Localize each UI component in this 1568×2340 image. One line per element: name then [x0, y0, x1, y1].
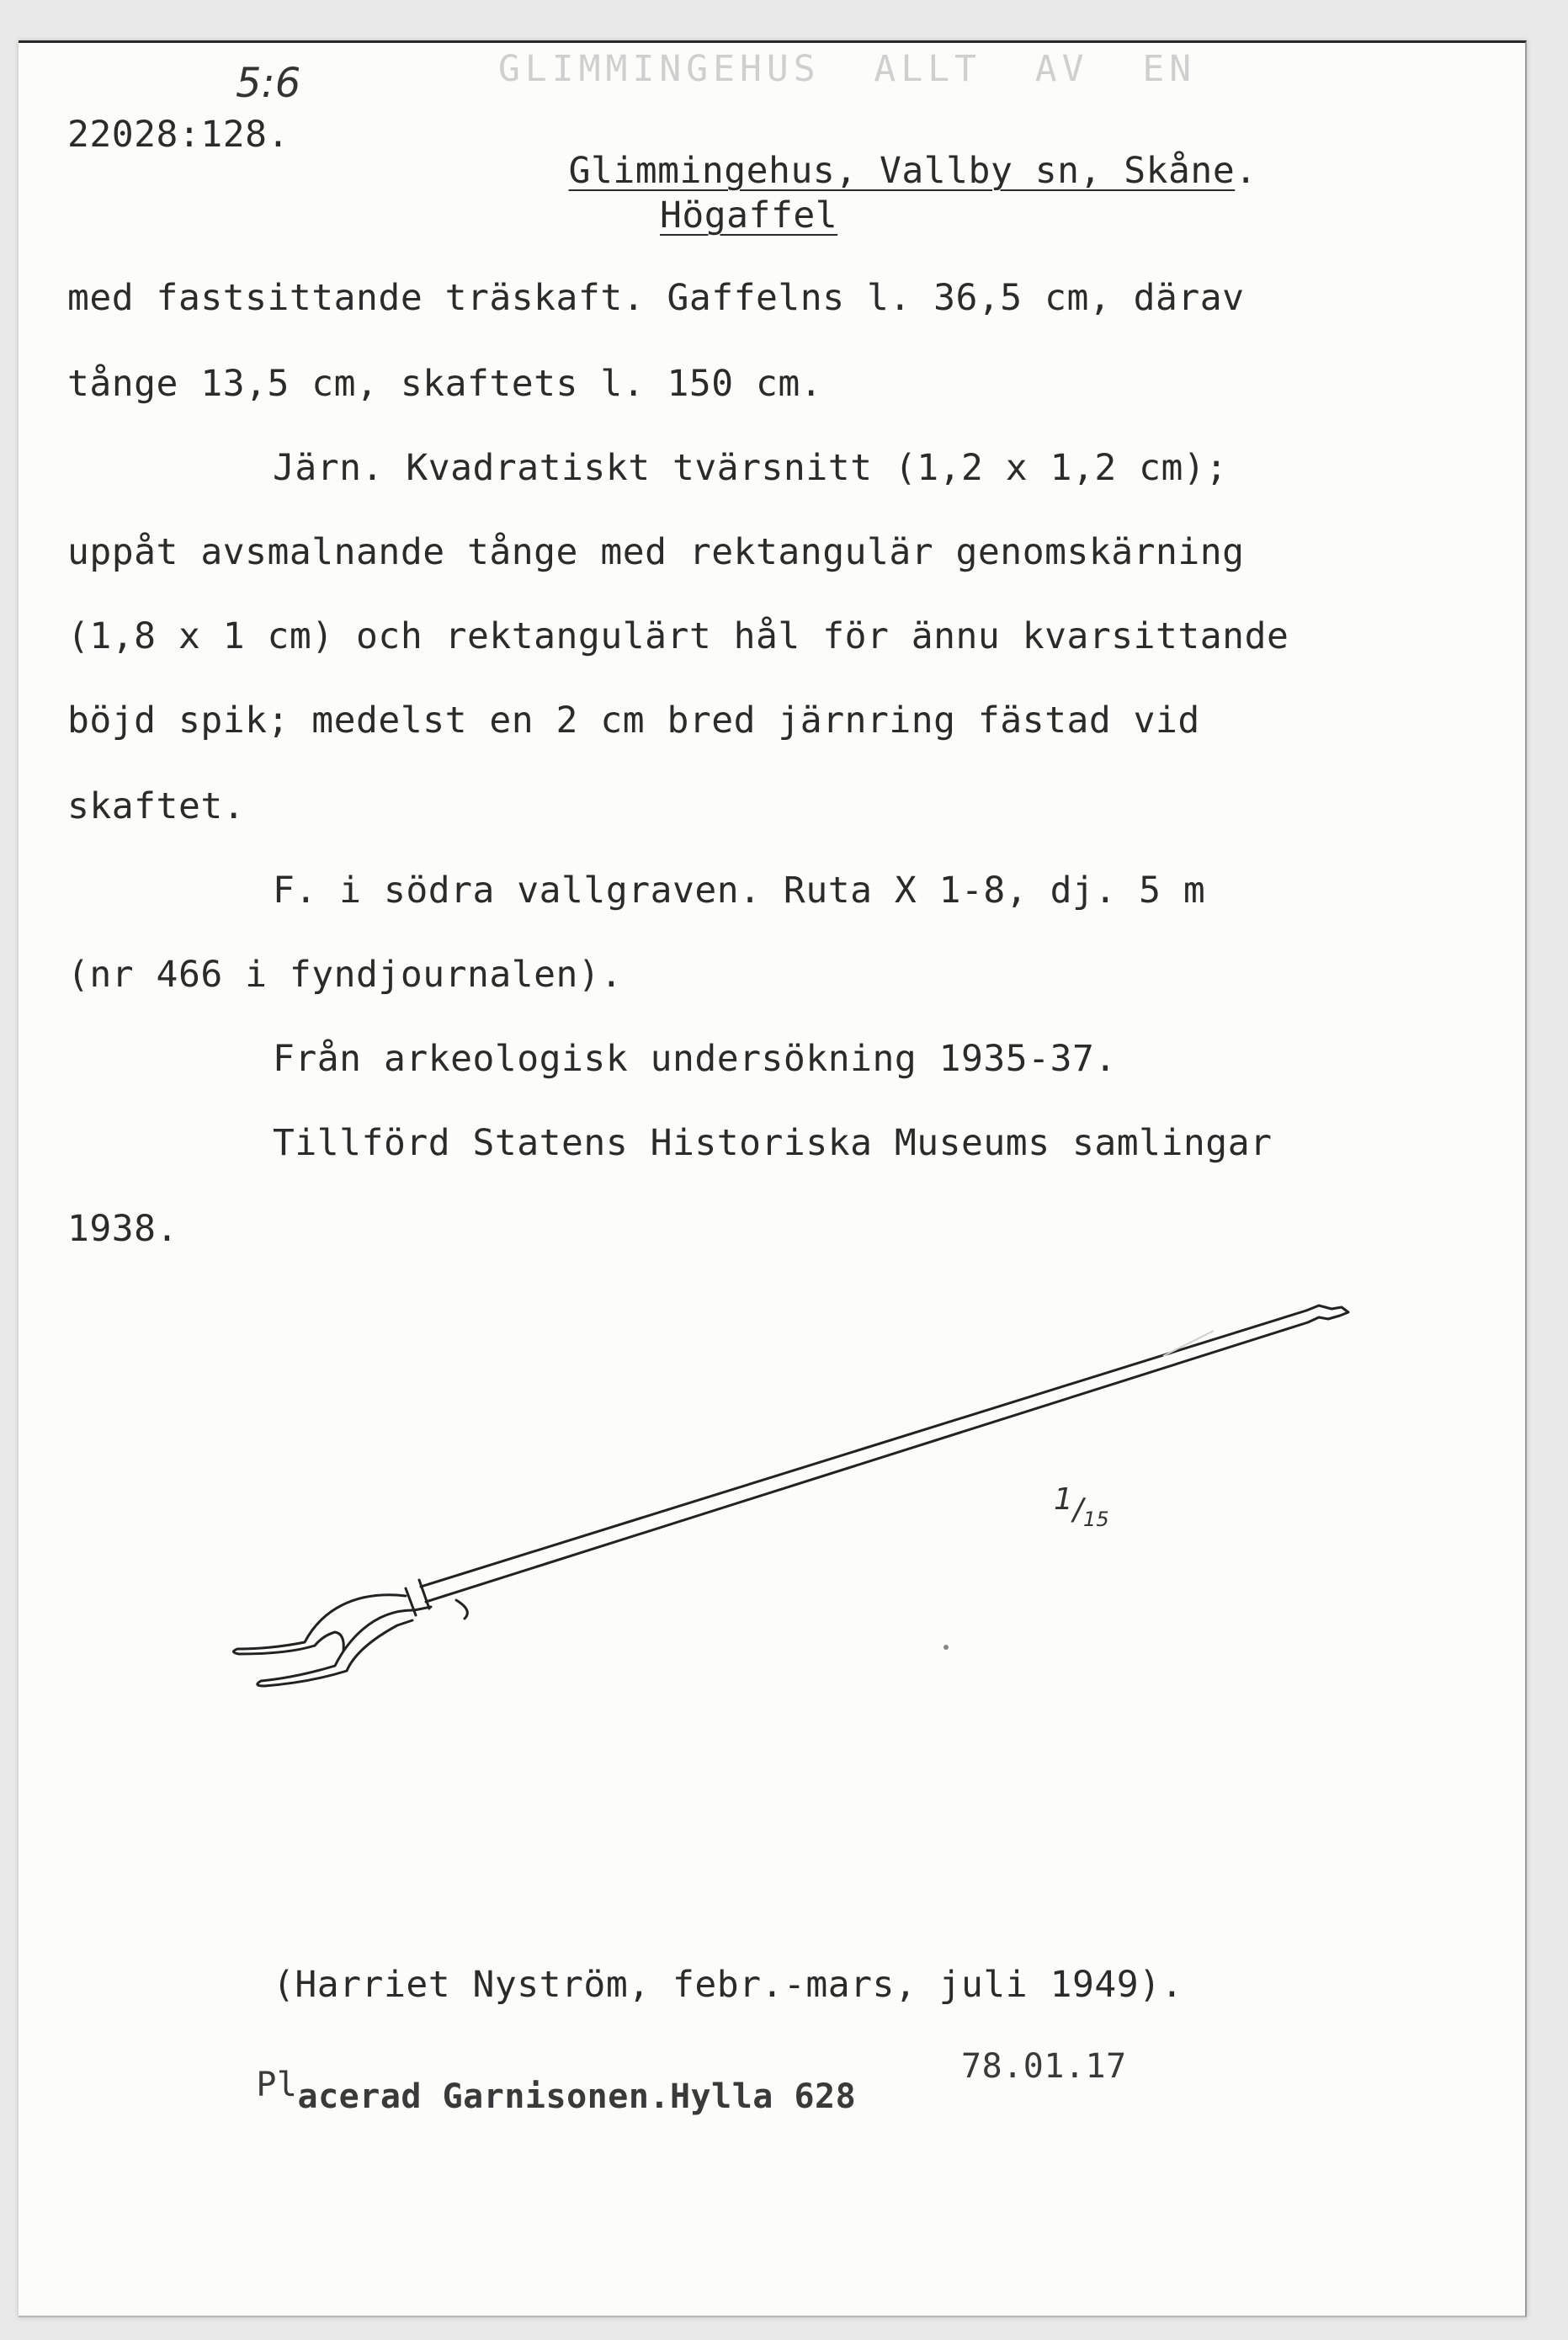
paper-speck: [943, 1645, 949, 1650]
material-line-5: skaftet.: [67, 785, 246, 827]
material-line-2: uppåt avsmalnande tånge med rektangulär genomskärning: [67, 531, 1245, 573]
scale-slash: /: [1072, 1492, 1084, 1527]
pencil-mark: [1163, 1331, 1214, 1356]
acquisition-line-2: 1938.: [67, 1208, 178, 1250]
placement-line: [173, 2046, 856, 2147]
catalog-number: 22028:128.: [67, 114, 290, 156]
scale-numerator: 1: [1054, 1482, 1073, 1517]
handwritten-code: 5:6: [236, 60, 301, 107]
fork-tine-lower: [258, 1610, 412, 1686]
placement-prefix: Pl: [256, 2066, 298, 2104]
fork-crotch: [315, 1632, 343, 1651]
description-line-2: tånge 13,5 cm, skaftets l. 150 cm.: [67, 363, 823, 405]
placement-date: 78.01.17: [961, 2047, 1127, 2086]
catalog-card: [19, 40, 1527, 2317]
scale-denominator: 15: [1083, 1508, 1109, 1531]
scale-note: [1054, 1482, 1109, 1531]
fork-tine-upper: [233, 1595, 406, 1654]
fork-handle-end: [1306, 1306, 1348, 1322]
author-line: (Harriet Nyström, febr.-mars, juli 1949).: [273, 1964, 1183, 2006]
pitchfork-drawing: [19, 43, 1525, 1811]
object-title: Högaffel: [660, 194, 838, 237]
faded-previous-header: GLIMMINGEHUS ALLT AV EN: [498, 48, 1250, 82]
material-line-1: Järn. Kvadratiskt tvärsnitt (1,2 x 1,2 cm);: [273, 447, 1228, 489]
fork-handle: [421, 1311, 1308, 1602]
material-line-4: böjd spik; medelst en 2 cm bred järnring fästad vid: [67, 699, 1200, 742]
fork-nail: [456, 1600, 467, 1619]
material-line-3: (1,8 x 1 cm) och rektangulärt hål för ännu kvarsittande: [67, 615, 1289, 657]
location-heading: Glimmingehus, Vallby sn, Skåne: [568, 150, 1236, 192]
placement-text: acerad Garnisonen.Hylla 628: [297, 2077, 857, 2116]
description-line-1: med fastsittande träskaft. Gaffelns l. 36,5 cm, därav: [67, 277, 1245, 319]
excavation-line: Från arkeologisk undersökning 1935-37.: [273, 1038, 1117, 1080]
findspot-line-2: (nr 466 i fyndjournalen).: [67, 954, 623, 996]
acquisition-line-1: Tillförd Statens Historiska Museums samlingar: [273, 1122, 1273, 1164]
findspot-line-1: F. i södra vallgraven. Ruta X 1-8, dj. 5 m: [273, 870, 1206, 912]
location-period: .: [1235, 150, 1257, 192]
